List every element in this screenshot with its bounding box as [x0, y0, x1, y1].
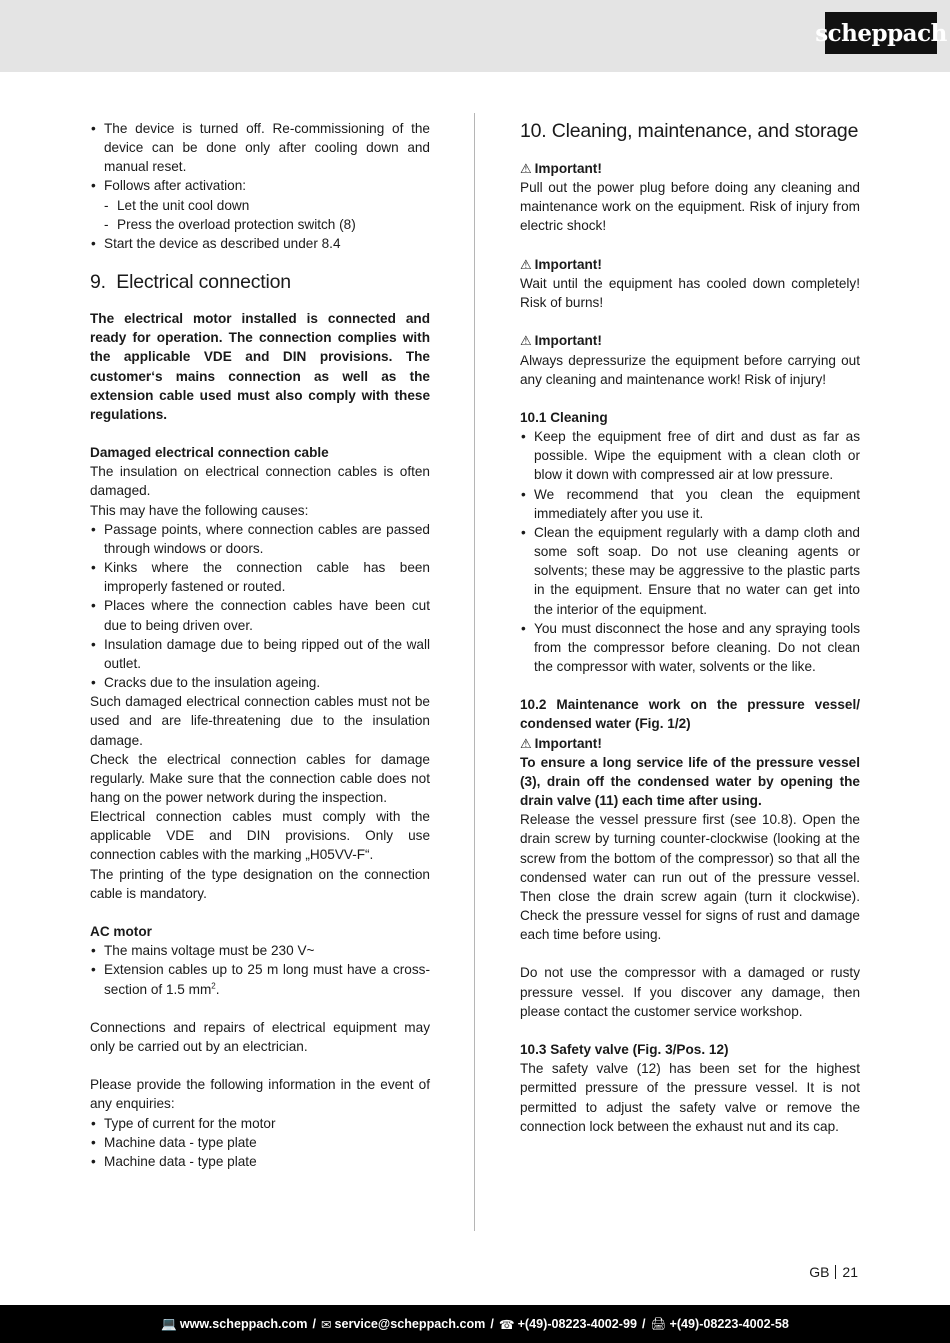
paragraph: Connections and repairs of electrical equipment may only be carried out by an electrician.	[90, 1019, 430, 1054]
list-item: • Machine data - type plate	[90, 1133, 430, 1152]
warning-icon: ⚠	[520, 161, 532, 176]
list-item: • The device is turned off. Re-commissioning of the device can be done only after cooling down and manual reset.	[90, 119, 430, 176]
section-9-heading: 9. Electrical connection	[90, 271, 291, 294]
logo-text: scheppach	[815, 19, 947, 47]
list-item-text: Extension cables up to 25 m long must have a cross-section of 1.5 mm	[104, 962, 430, 997]
footer-email[interactable]: service@scheppach.com	[334, 1317, 486, 1331]
footer-fax[interactable]: +(49)-08223-4002-58	[669, 1317, 789, 1331]
list-item: • You must disconnect the hose and any spraying tools from the compressor before cleaning. Do not clean the compressor with water, solvents or the like.	[520, 619, 860, 676]
safety-valve-heading: 10.3 Safety valve (Fig. 3/Pos. 12)	[520, 1042, 729, 1058]
mail-icon: ✉	[320, 1317, 332, 1332]
list-item: • Clean the equipment regularly with a damp cloth and some soft soap. Do not use cleaning agents or solvents; these may be aggressive to the plastic parts in the equipment. Ensure that no water can get into the interior of the equipment.	[520, 523, 860, 619]
list-item: • We recommend that you clean the equipment immediately after you use it.	[520, 485, 860, 523]
page-number-value: 21	[842, 1264, 858, 1280]
important-label: Important!	[534, 333, 602, 349]
important-label: Important!	[534, 735, 602, 751]
intro-dash-list	[90, 196, 430, 234]
paragraph: Check the electrical connection cables for damage regularly. Make sure that the connection cable does not hang on the power network during the inspection.	[90, 751, 430, 805]
right-column	[520, 119, 860, 1136]
paragraph: Please provide the following information in the event of any enquiries:	[90, 1077, 430, 1112]
footer-phone[interactable]: +(49)-08223-4002-99	[517, 1317, 637, 1331]
list-item: • Places where the connection cables have been cut due to being driven over.	[90, 596, 430, 634]
computer-icon: 💻	[161, 1316, 177, 1331]
damage-causes-list	[90, 520, 430, 692]
warning-icon: ⚠	[520, 256, 532, 272]
footer-separator: /	[641, 1317, 646, 1331]
important-note-4	[520, 734, 860, 753]
paragraph: Release the vessel pressure first (see 10.8). Open the drain screw by turning counter-clockwise (looking at the screw from the bottom of the compressor) so that all the condensed water can run out of the pressure vessel. Then close the drain screw again (turn it clockwise). Check the pressure vessel for signs of rust and damage each time before using.	[520, 812, 860, 943]
fax-icon: 🖨	[650, 1316, 667, 1331]
paragraph: The insulation on electrical connection cables is often damaged.	[90, 464, 430, 499]
list-item: - Press the overload protection switch (8)	[90, 215, 430, 234]
scheppach-logo	[815, 12, 947, 54]
list-item: • Machine data - type plate	[90, 1152, 430, 1171]
paragraph: Such damaged electrical connection cables must not be used and are life-threatening due to the insulation damage.	[90, 694, 430, 748]
maintenance-bold-text: To ensure a long service life of the pressure vessel (3), drain off the condensed water by opening the drain valve (11) each time after using.	[520, 754, 860, 809]
paragraph: Wait until the equipment has cooled down completely! Risk of burns!	[520, 275, 860, 311]
warning-icon: ⚠	[520, 735, 532, 751]
important-note-3	[520, 331, 860, 350]
cleaning-list	[520, 427, 860, 676]
important-note-1	[520, 159, 860, 178]
paragraph: This may have the following causes:	[90, 502, 309, 518]
superscript: 2	[211, 981, 216, 990]
footer-separator: /	[490, 1317, 494, 1331]
intro-list	[90, 119, 430, 196]
paragraph: The printing of the type designation on the connection cable is mandatory.	[90, 866, 430, 901]
paragraph: Electrical connection cables must comply with the applicable VDE and DIN provisions. Only use connection cables with the marking „H05VV-F“.	[90, 809, 430, 863]
warning-icon: ⚠	[520, 333, 532, 349]
list-item: • Type of current for the motor	[90, 1114, 430, 1133]
paragraph: Always depressurize the equipment before carrying out any cleaning and maintenance work! Risk of injury!	[520, 352, 860, 387]
footer-bar	[0, 1305, 950, 1343]
page-number	[809, 1264, 858, 1280]
maintenance-heading: 10.2 Maintenance work on the pressure vessel/ condensed water (Fig. 1/2)	[520, 697, 860, 732]
section-10-heading: 10. Cleaning, maintenance, and storage	[520, 120, 859, 142]
ac-motor-heading: AC motor	[90, 924, 152, 940]
header-band	[0, 0, 950, 72]
list-item	[90, 960, 430, 998]
list-item: • Cracks due to the insulation ageing.	[90, 673, 430, 692]
page-lang: GB	[809, 1264, 830, 1280]
list-item: • Passage points, where connection cables are passed through windows or doors.	[90, 520, 430, 558]
important-note-2	[520, 255, 860, 274]
list-item-end: .	[215, 981, 220, 997]
left-column	[90, 119, 430, 1171]
ac-motor-list	[90, 941, 430, 998]
list-item: • The mains voltage must be 230 V~	[90, 941, 430, 960]
important-label: Important!	[534, 161, 602, 176]
page-separator	[835, 1265, 836, 1279]
list-item: • Keep the equipment free of dirt and dust as far as possible. Wipe the equipment with a clean cloth or blow it down with compressed air at low pressure.	[520, 427, 860, 484]
enquiries-list	[90, 1114, 430, 1171]
footer-website[interactable]: www.scheppach.com	[179, 1317, 308, 1331]
list-item: - Let the unit cool down	[90, 196, 430, 215]
intro-list-last	[90, 234, 430, 253]
cleaning-heading: 10.1 Cleaning	[520, 409, 608, 425]
footer-separator: /	[312, 1317, 316, 1331]
list-item: • Kinks where the connection cable has been improperly fastened or routed.	[90, 558, 430, 596]
paragraph: Do not use the compressor with a damaged or rusty pressure vessel. If you discover any damage, then please contact the customer service workshop.	[520, 965, 860, 1019]
column-divider	[474, 113, 475, 1231]
section-9-bold-text: The electrical motor installed is connected and ready for operation. The connection complies with the applicable VDE and DIN provisions. The customer‘s mains connection as well as the extension cable used must also comply with these regulations.	[90, 311, 430, 422]
paragraph: The safety valve (12) has been set for the highest permitted pressure of the pressure vessel. It is not permitted to adjust the safety valve or remove the connection lock between the exhaust nut and its cap.	[520, 1061, 860, 1134]
list-item: • Start the device as described under 8.4	[90, 234, 430, 253]
paragraph: Pull out the power plug before doing any cleaning and maintenance work on the equipment. Risk of injury from electric shock!	[520, 180, 860, 234]
important-label: Important!	[534, 256, 602, 272]
list-item: • Insulation damage due to being ripped out of the wall outlet.	[90, 635, 430, 673]
list-item: • Follows after activation:	[90, 176, 430, 195]
damaged-cable-heading: Damaged electrical connection cable	[90, 445, 329, 461]
phone-icon: ☎	[498, 1317, 515, 1332]
